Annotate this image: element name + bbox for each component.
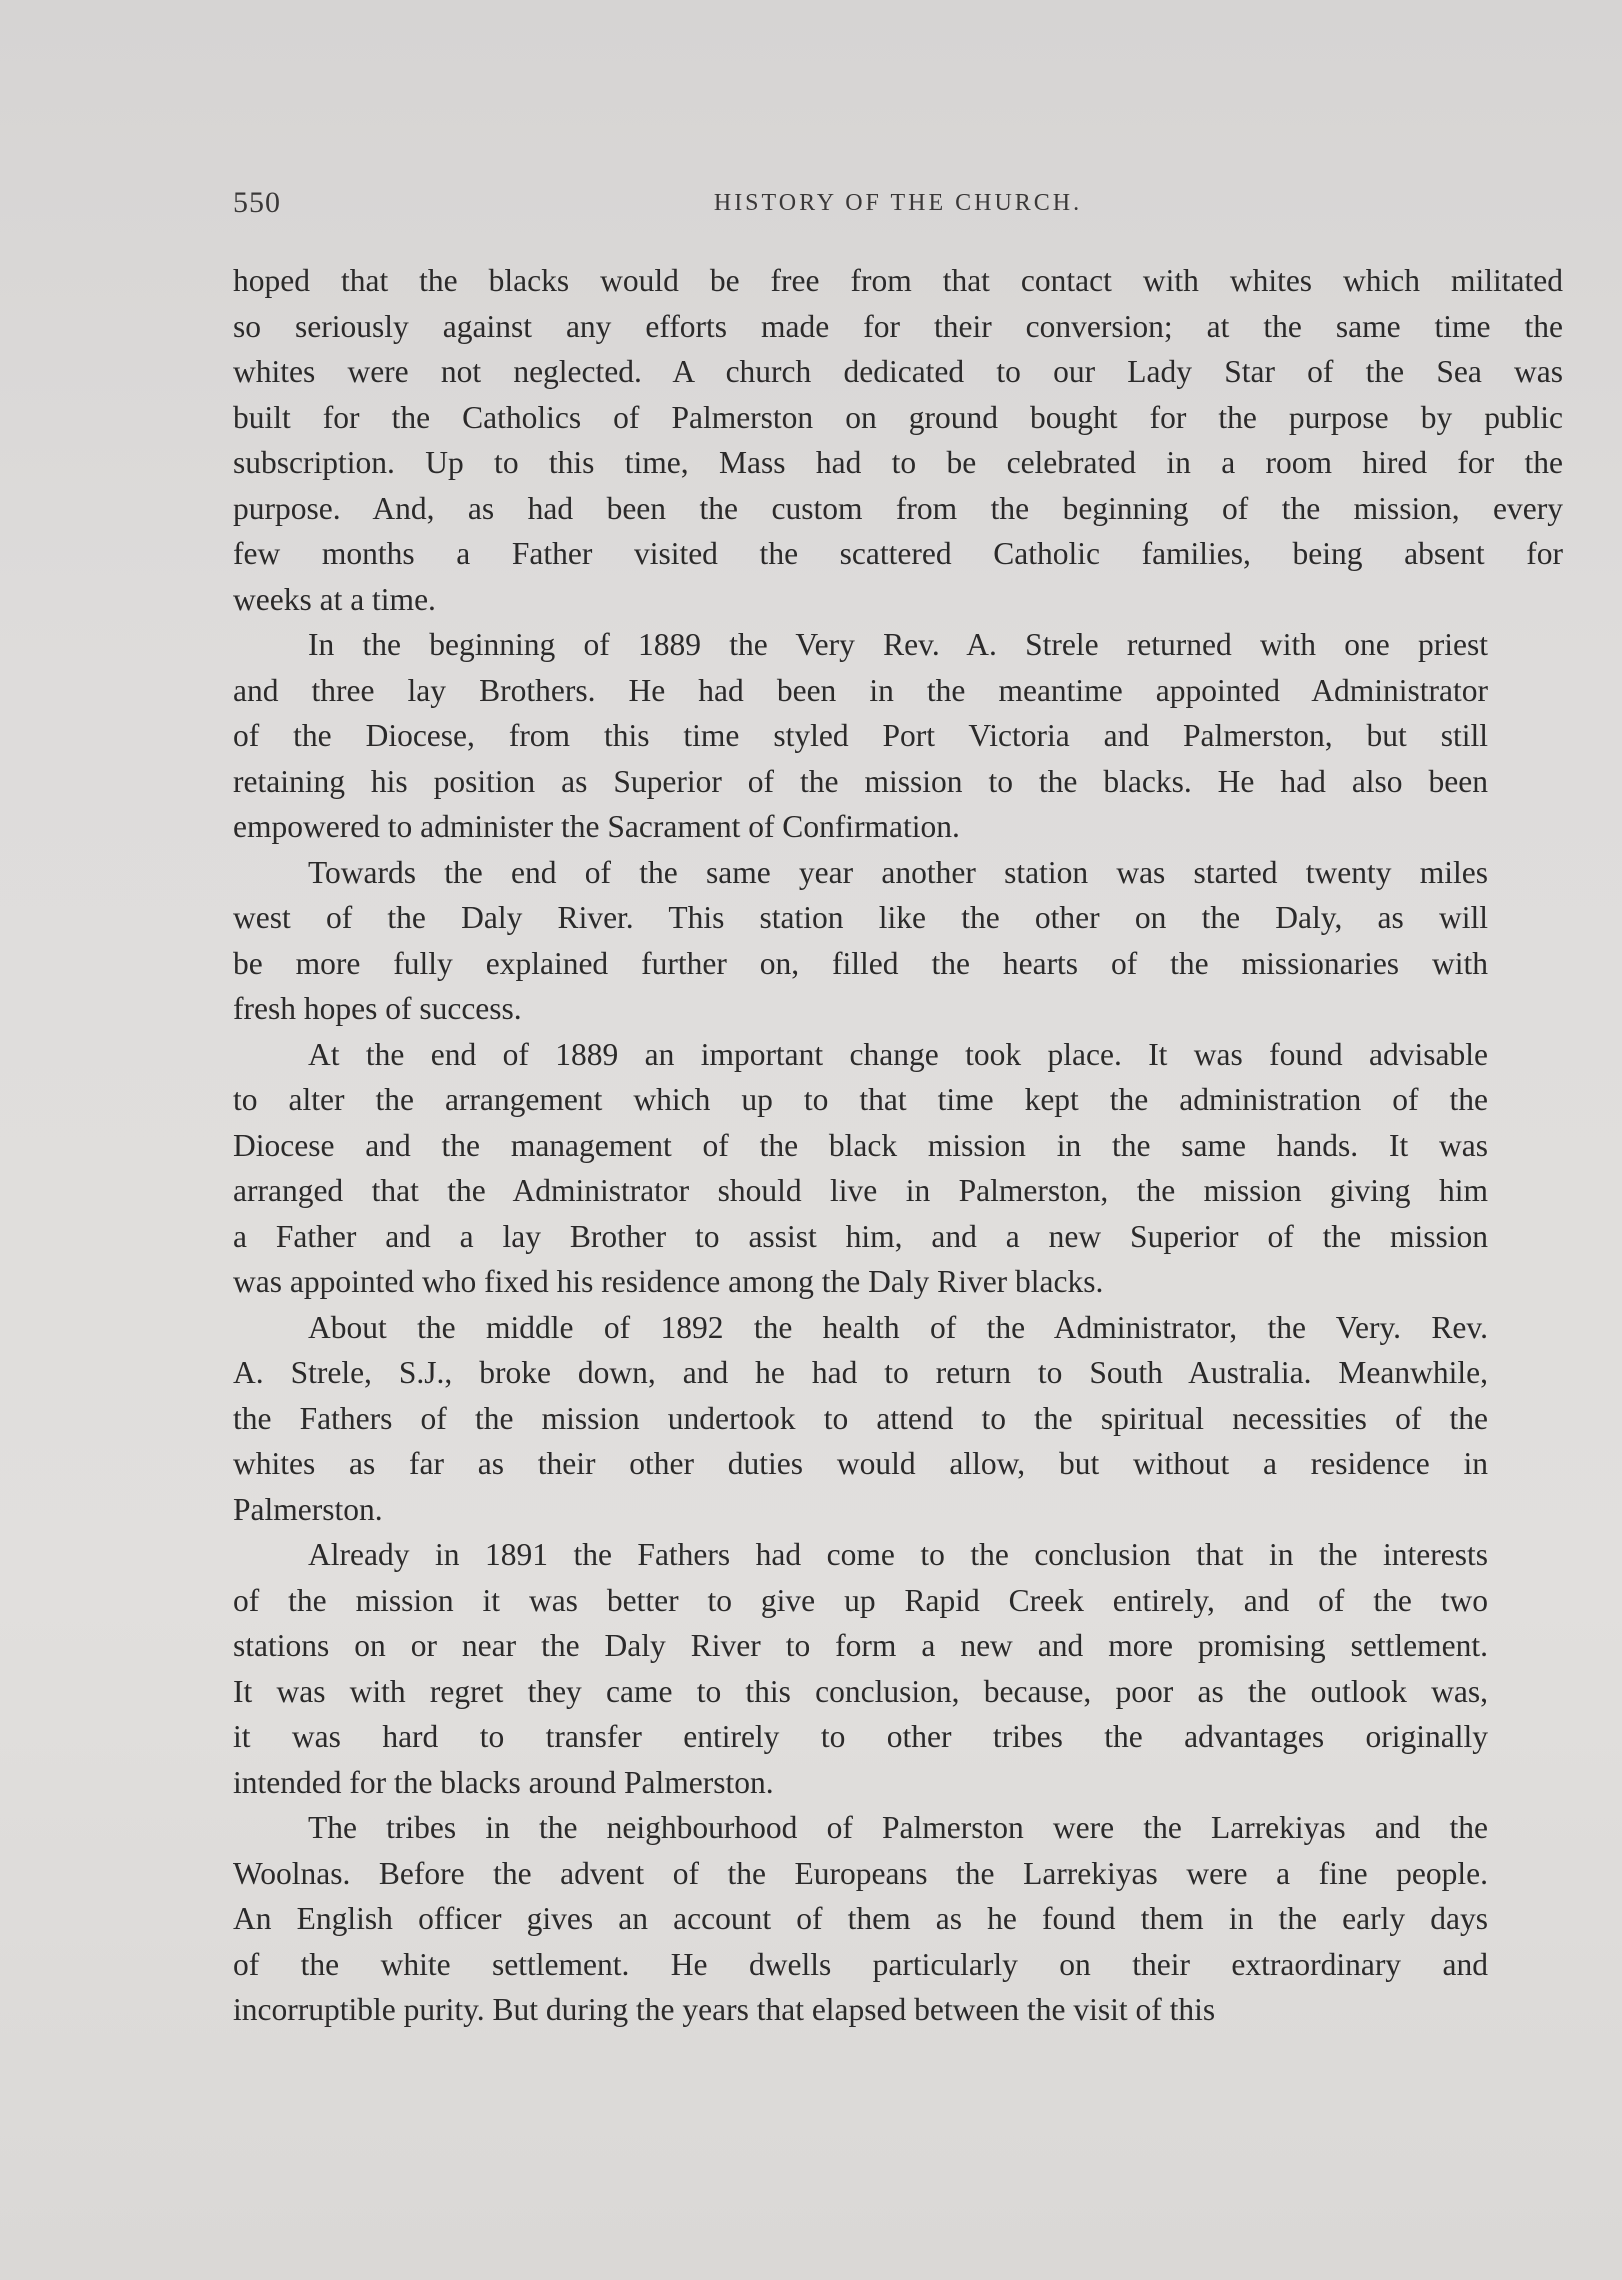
text-line: subscription. Up to this time, Mass had to be celebrated in a room hired for the: [233, 445, 1563, 480]
text-line: whites as far as their other duties would allow, but without a residence in: [233, 1446, 1488, 1481]
text-line: Palmerston.: [233, 1491, 383, 1527]
text-line: weeks at a time.: [233, 581, 436, 617]
text-line: few months a Father visited the scattered Catholic families, being absent for: [233, 536, 1563, 571]
text-line: fresh hopes of success.: [233, 991, 522, 1026]
page-number: 550: [233, 186, 281, 219]
paragraph: [233, 258, 1563, 622]
text-line: purpose. And, as had been the custom from the beginning of the mission, every: [233, 490, 1563, 526]
text-line: In the beginning of 1889 the Very Rev. A. Strele returned with one priest: [308, 627, 1488, 662]
text-line: it was hard to transfer entirely to other tribes the advantages originally: [233, 1719, 1488, 1754]
text-line: be more fully explained further on, filled the hearts of the missionaries with: [233, 945, 1488, 981]
text-line: At the end of 1889 an important change took place. It was found advisable: [308, 1036, 1488, 1072]
text-line: Towards the end of the same year another station was started twenty miles: [308, 854, 1488, 890]
text-line: a Father and a lay Brother to assist him, and a new Superior of the mission: [233, 1218, 1488, 1254]
text-line: whites were not neglected. A church dedicated to our Lady Star of the Sea was: [233, 354, 1563, 389]
text-line: About the middle of 1892 the health of the Administrator, the Very. Rev.: [308, 1309, 1488, 1345]
paragraph: [233, 1305, 1563, 1533]
text-line: of the white settlement. He dwells particularly on their extraordinary and: [233, 1946, 1488, 1982]
text-line: retaining his position as Superior of the mission to the blacks. He had also been: [233, 763, 1488, 799]
text-line: incorruptible purity. But during the years that elapsed between the visit of this: [233, 1992, 1216, 2027]
paragraph: [233, 1032, 1563, 1305]
text-line: An English officer gives an account of them as he found them in the early days: [233, 1901, 1488, 1936]
text-line: A. Strele, S.J., broke down, and he had to return to South Australia. Meanwhile,: [233, 1355, 1488, 1390]
paragraph: [233, 1532, 1563, 1805]
text-line: of the Diocese, from this time styled Port Victoria and Palmerston, but still: [233, 718, 1488, 753]
text-line: The tribes in the neighbourhood of Palmerston were the Larrekiyas and the: [308, 1810, 1488, 1845]
text-line: west of the Daly River. This station like the other on the Daly, as will: [233, 900, 1488, 935]
running-head: HISTORY OF THE CHURCH.: [713, 190, 1083, 216]
text-line: to alter the arrangement which up to that time kept the administration of the: [233, 1082, 1488, 1117]
text-line: Already in 1891 the Fathers had come to the conclusion that in the interests: [308, 1537, 1488, 1572]
text-line: the Fathers of the mission undertook to attend to the spiritual necessities of the: [233, 1400, 1488, 1436]
paragraph: [233, 622, 1563, 850]
paragraph: [233, 850, 1563, 1032]
text-line: arranged that the Administrator should live in Palmerston, the mission giving him: [233, 1173, 1488, 1208]
text-line: built for the Catholics of Palmerston on ground bought for the purpose by public: [233, 399, 1563, 435]
page-header: [233, 186, 1563, 226]
text-line: Woolnas. Before the advent of the Europeans the Larrekiyas were a fine people.: [233, 1855, 1488, 1891]
body-text: [233, 258, 1563, 2033]
text-line: of the mission it was better to give up Rapid Creek entirely, and of the two: [233, 1582, 1488, 1618]
text-line: Diocese and the management of the black mission in the same hands. It was: [233, 1127, 1488, 1163]
text-line: stations on or near the Daly River to form a new and more promising settlement.: [233, 1628, 1488, 1663]
text-line: hoped that the blacks would be free from that contact with whites which militated: [233, 263, 1563, 298]
text-line: intended for the blacks around Palmerston.: [233, 1764, 774, 1800]
text-line: empowered to administer the Sacrament of Confirmation.: [233, 809, 960, 844]
text-line: It was with regret they came to this conclusion, because, poor as the outlook was,: [233, 1673, 1488, 1709]
text-line: and three lay Brothers. He had been in the meantime appointed Administrator: [233, 672, 1488, 708]
paragraph: [233, 1805, 1563, 2033]
text-line: was appointed who fixed his residence among the Daly River blacks.: [233, 1264, 1104, 1299]
text-line: so seriously against any efforts made for their conversion; at the same time the: [233, 308, 1563, 344]
